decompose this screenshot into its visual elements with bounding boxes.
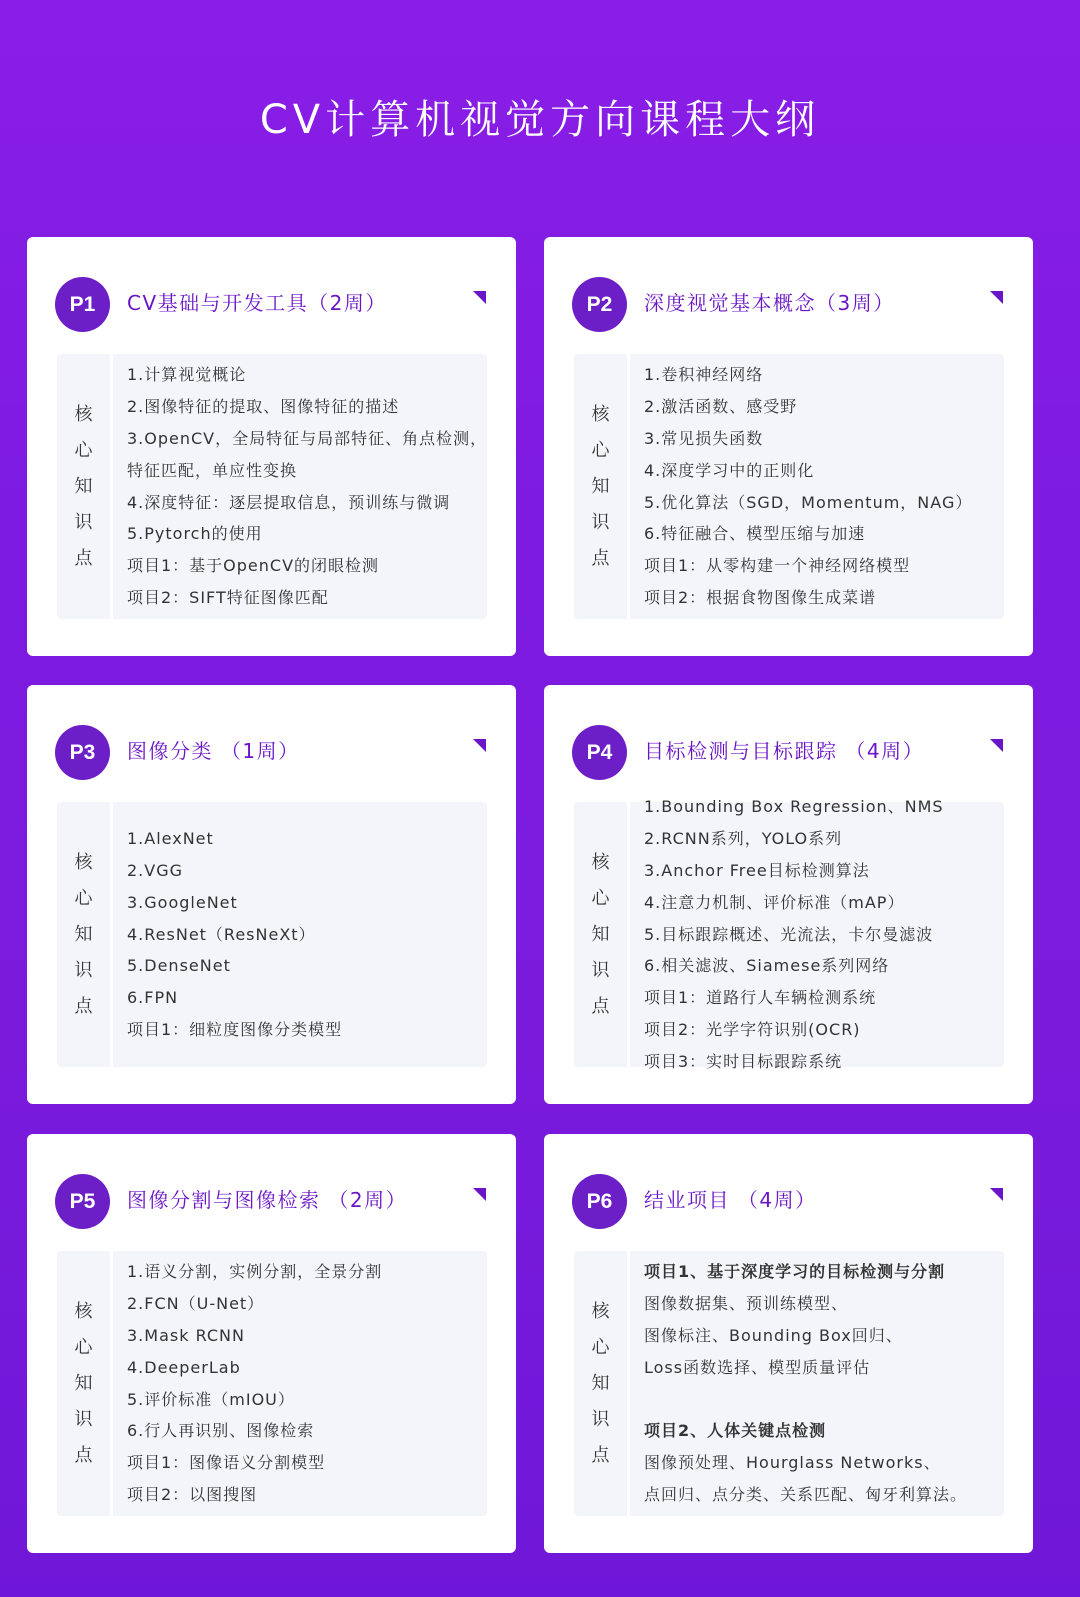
card-title: 图像分割与图像检索 （2周） — [127, 1188, 408, 1212]
list-item: 项目1：基于OpenCV的闭眼检测 — [127, 556, 380, 576]
corner-triangle-icon — [473, 739, 486, 752]
side-label-text: 核心知识点 — [74, 1300, 93, 1466]
list-item: 3.GoogleNet — [127, 892, 238, 912]
list-item: 3.常见损失函数 — [644, 428, 764, 448]
list-item: 图像标注、Bounding Box回归、 — [644, 1325, 903, 1345]
divider — [627, 1251, 630, 1516]
divider — [627, 354, 630, 619]
list-item: 2.图像特征的提取、图像特征的描述 — [127, 397, 400, 417]
item-list — [644, 1251, 967, 1516]
list-item: 图像预处理、Hourglass Networks、 — [644, 1453, 941, 1473]
course-card-p3 — [27, 685, 516, 1104]
list-item: 2.VGG — [127, 861, 184, 880]
course-card-p2 — [544, 237, 1033, 656]
phase-badge: P3 — [55, 725, 110, 780]
list-item: 项目1：图像语义分割模型 — [127, 1453, 326, 1473]
list-item: 6.相关滤波、Siamese系列网络 — [644, 956, 890, 976]
item-list — [127, 802, 342, 1067]
list-item: 1.语义分割，实例分割，全景分割 — [127, 1262, 383, 1282]
page-title: CV计算机视觉方向课程大纲 — [259, 97, 821, 143]
list-item: 项目1、基于深度学习的目标检测与分割 — [644, 1262, 946, 1282]
card-title: 图像分类 （1周） — [127, 739, 300, 763]
list-item: 项目2：光学字符识别(OCR) — [644, 1020, 861, 1039]
list-item: 6.特征融合、模型压缩与加速 — [644, 524, 866, 544]
side-label — [57, 1251, 110, 1516]
list-item: 特征匹配，单应性变换 — [127, 460, 298, 480]
card-title: 深度视觉基本概念（3周） — [644, 291, 895, 315]
divider — [110, 354, 113, 619]
list-item: 5.Pytorch的使用 — [127, 524, 263, 544]
knowledge-panel — [57, 1251, 487, 1516]
list-item: 3.Mask RCNN — [127, 1325, 245, 1345]
phase-badge: P6 — [572, 1174, 627, 1229]
list-item: 项目1：道路行人车辆检测系统 — [644, 988, 877, 1008]
knowledge-panel — [574, 1251, 1004, 1516]
list-item: 1.AlexNet — [127, 829, 214, 849]
card-header — [27, 685, 516, 795]
list-item: 4.ResNet（ResNeXt） — [127, 924, 316, 944]
side-label-text: 核心知识点 — [74, 403, 93, 569]
list-item: 6.行人再识别、图像检索 — [127, 1421, 315, 1441]
card-title: CV基础与开发工具（2周） — [127, 291, 387, 315]
card-header — [544, 1134, 1033, 1244]
card-title: 结业项目 （4周） — [644, 1188, 817, 1212]
list-item: 2.RCNN系列，YOLO系列 — [644, 829, 843, 849]
side-label-text: 核心知识点 — [591, 851, 610, 1017]
card-title: 目标检测与目标跟踪 （4周） — [644, 739, 925, 763]
side-label-text: 核心知识点 — [591, 403, 610, 569]
card-header — [27, 237, 516, 347]
knowledge-panel — [57, 354, 487, 619]
corner-triangle-icon — [990, 291, 1003, 304]
list-item: 点回归、点分类、关系匹配、匈牙利算法。 — [644, 1484, 968, 1504]
list-item: 5.评价标准（mIOU） — [127, 1389, 295, 1409]
side-label-text: 核心知识点 — [591, 1300, 610, 1466]
side-label — [574, 354, 627, 619]
card-header — [544, 685, 1033, 795]
list-item — [644, 1384, 967, 1416]
list-item: 项目3：实时目标跟踪系统 — [644, 1051, 843, 1071]
corner-triangle-icon — [473, 1188, 486, 1201]
list-item: 项目2、人体关键点检测 — [644, 1421, 827, 1441]
corner-triangle-icon — [473, 291, 486, 304]
list-item: 4.注意力机制、评价标准（mAP） — [644, 892, 905, 912]
list-item: 5.DenseNet — [127, 956, 231, 976]
list-item: 项目1：细粒度图像分类模型 — [127, 1019, 343, 1039]
list-item: 3.Anchor Free目标检测算法 — [644, 861, 870, 881]
side-label — [574, 802, 627, 1067]
list-item: 项目1：从零构建一个神经网络模型 — [644, 556, 911, 576]
course-card-p6 — [544, 1134, 1033, 1553]
corner-triangle-icon — [990, 1188, 1003, 1201]
side-label — [57, 354, 110, 619]
side-label-text: 核心知识点 — [74, 851, 93, 1017]
item-list — [127, 354, 487, 619]
list-item: 1.卷积神经网络 — [644, 365, 764, 385]
course-card-p4 — [544, 685, 1033, 1104]
list-item: 2.FCN（U-Net） — [127, 1294, 265, 1314]
divider — [110, 1251, 113, 1516]
knowledge-panel — [574, 354, 1004, 619]
list-item: 3.OpenCV，全局特征与局部特征、角点检测， — [127, 428, 488, 448]
list-item: 4.深度学习中的正则化 — [644, 460, 815, 480]
course-card-p5 — [27, 1134, 516, 1553]
list-item: 1.Bounding Box Regression、NMS — [644, 797, 944, 817]
course-card-p1 — [27, 237, 516, 656]
list-item: 1.计算视觉概论 — [127, 365, 247, 385]
side-label — [574, 1251, 627, 1516]
divider — [110, 802, 113, 1067]
list-item: 4.深度特征：逐层提取信息，预训练与微调 — [127, 492, 451, 512]
item-list — [127, 1251, 382, 1516]
phase-badge: P5 — [55, 1174, 110, 1229]
list-item: 2.激活函数、感受野 — [644, 397, 798, 417]
card-header — [27, 1134, 516, 1244]
list-item: 5.目标跟踪概述、光流法，卡尔曼滤波 — [644, 924, 934, 944]
list-item: 6.FPN — [127, 988, 179, 1008]
list-item: Loss函数选择、模型质量评估 — [644, 1357, 871, 1377]
knowledge-panel — [57, 802, 487, 1067]
phase-badge: P4 — [572, 725, 627, 780]
list-item: 5.优化算法（SGD，Momentum，NAG） — [644, 492, 973, 512]
item-list — [644, 797, 944, 1071]
list-item: 4.DeeperLab — [127, 1357, 241, 1377]
side-label — [57, 802, 110, 1067]
knowledge-panel — [574, 797, 1004, 1071]
card-header — [544, 237, 1033, 347]
item-list — [644, 354, 972, 619]
list-item: 项目2：根据食物图像生成菜谱 — [644, 587, 877, 607]
divider — [627, 802, 630, 1067]
list-item: 项目2：以图搜图 — [127, 1484, 258, 1504]
phase-badge: P1 — [55, 277, 110, 332]
list-item: 项目2：SIFT特征图像匹配 — [127, 587, 329, 607]
corner-triangle-icon — [990, 739, 1003, 752]
phase-badge: P2 — [572, 277, 627, 332]
list-item: 图像数据集、预训练模型、 — [644, 1294, 849, 1314]
